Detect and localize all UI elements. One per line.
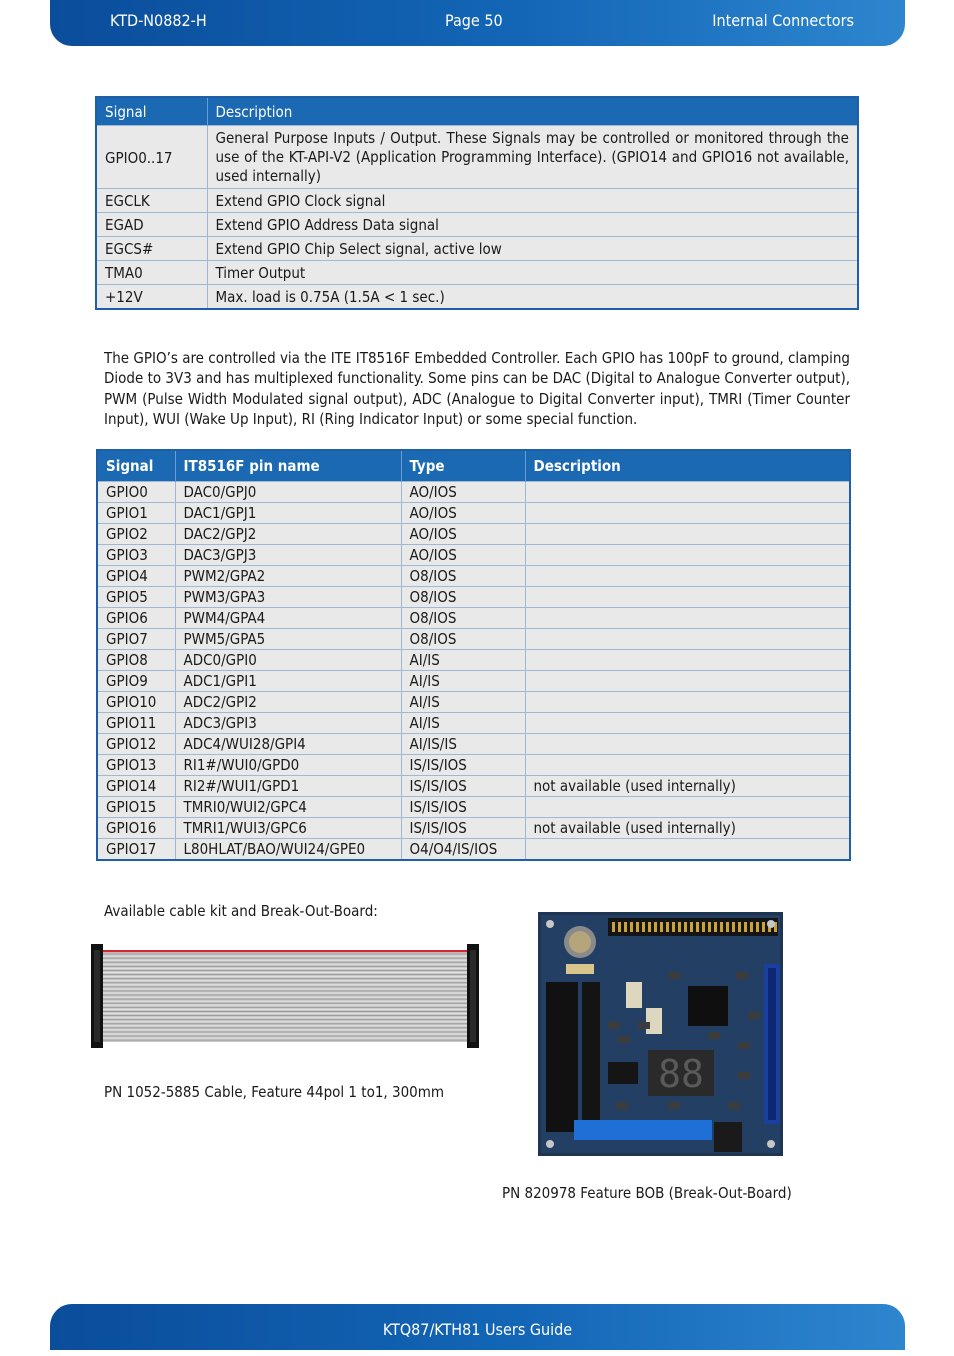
type-cell: IS/IS/IOS [401,776,525,797]
table-row [97,524,850,545]
pin-name-cell: TMRI1/WUI3/GPC6 [175,818,401,839]
section-title: Internal Connectors [712,11,854,30]
type-cell: AI/IS/IS [401,734,525,755]
type-cell: IS/IS/IOS [401,755,525,776]
type-cell: O8/IOS [401,608,525,629]
type-cell: AO/IOS [401,482,525,503]
type-cell: AI/IS [401,713,525,734]
page-footer [50,1304,905,1350]
type-cell: O8/IOS [401,587,525,608]
table-row [96,285,858,310]
table-row [96,126,858,189]
type-cell: O8/IOS [401,566,525,587]
type-cell: AI/IS [401,671,525,692]
break-out-board-image [538,912,783,1156]
description-cell [525,608,850,629]
pin-name-cell: RI2#/WUI1/GPD1 [175,776,401,797]
pin-name-cell: PWM5/GPA5 [175,629,401,650]
doc-id: KTD-N0882-H [110,11,207,30]
page-number: Page 50 [445,11,503,30]
column-header: IT8516F pin name [175,450,401,482]
svg-text:88: 88 [658,1052,704,1096]
signal-cell: GPIO8 [97,650,175,671]
table-row [96,237,858,261]
description-cell [525,839,850,861]
pin-name-cell: DAC2/GPJ2 [175,524,401,545]
description-cell [525,545,850,566]
table-header-row [96,97,858,126]
description-cell: not available (used internally) [525,818,850,839]
description-cell [525,503,850,524]
table-row [97,776,850,797]
table-row [97,797,850,818]
signal-cell: GPIO10 [97,692,175,713]
signal-cell: +12V [96,285,207,310]
description-cell [525,797,850,818]
gpio-paragraph: The GPIO’s are controlled via the ITE IT8516F Embedded Controller. Each GPIO has 100pF to ground, clamping Diode to 3V3 and has multiplexed functionality. Some pins can be DAC (Digital to Analogue Converter output), PWM (Pulse Width Modulated signal output), ADC (Analogue to Digital Converter input), TMRI (Timer Counter Input), WUI (Wake Up Input), RI (Ring Indicator Input) or some special function. [104,349,850,428]
description-cell [525,671,850,692]
description-cell [525,629,850,650]
table-row [97,692,850,713]
pin-name-cell: PWM4/GPA4 [175,608,401,629]
signal-description-table [95,96,859,310]
bob-caption: PN 820978 Feature BOB (Break-Out-Board) [502,1184,792,1202]
pin-name-cell: DAC0/GPJ0 [175,482,401,503]
table-row [97,839,850,861]
column-header: Signal [97,450,175,482]
signal-cell: GPIO1 [97,503,175,524]
description-cell: Extend GPIO Clock signal [207,189,858,213]
table-row [96,213,858,237]
type-cell: O8/IOS [401,629,525,650]
table-header-row [97,450,850,482]
type-cell: AO/IOS [401,524,525,545]
table-row [97,713,850,734]
pin-name-cell: RI1#/WUI0/GPD0 [175,755,401,776]
table-row [97,629,850,650]
pin-name-cell: TMRI0/WUI2/GPC4 [175,797,401,818]
pin-name-cell: DAC3/GPJ3 [175,545,401,566]
description-cell: General Purpose Inputs / Output. These Signals may be controlled or monitored through the use of the KT-API-V2 (Application Programming Interface). (GPIO14 and GPIO16 not available, used internally) [207,126,858,189]
description-cell [525,713,850,734]
footer-title: KTQ87/KTH81 Users Guide [382,1320,573,1339]
signal-cell: GPIO9 [97,671,175,692]
signal-cell: GPIO11 [97,713,175,734]
pin-name-cell: ADC4/WUI28/GPI4 [175,734,401,755]
signal-cell: GPIO12 [97,734,175,755]
description-cell [525,692,850,713]
table-row [96,189,858,213]
table-row [97,671,850,692]
gpio-pin-table [96,449,851,861]
description-cell: Extend GPIO Chip Select signal, active low [207,237,858,261]
column-header: Type [401,450,525,482]
signal-cell: EGCLK [96,189,207,213]
type-cell: AI/IS [401,650,525,671]
pin-name-cell: PWM2/GPA2 [175,566,401,587]
description-cell [525,755,850,776]
signal-cell: GPIO3 [97,545,175,566]
pin-name-cell: ADC0/GPI0 [175,650,401,671]
description-cell [525,524,850,545]
signal-cell: GPIO17 [97,839,175,861]
table-row [97,755,850,776]
table-row [97,482,850,503]
signal-cell: GPIO2 [97,524,175,545]
pin-name-cell: L80HLAT/BAO/WUI24/GPE0 [175,839,401,861]
description-cell: Max. load is 0.75A (1.5A < 1 sec.) [207,285,858,310]
description-cell [525,482,850,503]
page-header [50,0,905,46]
cable-kit-heading: Available cable kit and Break-Out-Board: [104,902,378,920]
type-cell: IS/IS/IOS [401,797,525,818]
description-cell: not available (used internally) [525,776,850,797]
signal-cell: GPIO13 [97,755,175,776]
signal-cell: EGCS# [96,237,207,261]
table-row [97,566,850,587]
signal-cell: GPIO15 [97,797,175,818]
signal-cell: GPIO16 [97,818,175,839]
type-cell: O4/O4/IS/IOS [401,839,525,861]
pin-name-cell: PWM3/GPA3 [175,587,401,608]
pin-name-cell: ADC3/GPI3 [175,713,401,734]
type-cell: AO/IOS [401,545,525,566]
table-row [97,545,850,566]
type-cell: AI/IS [401,692,525,713]
type-cell: IS/IS/IOS [401,818,525,839]
description-cell [525,587,850,608]
column-header: Signal [96,97,207,126]
type-cell: AO/IOS [401,503,525,524]
table-row [97,608,850,629]
description-cell [525,734,850,755]
description-cell: Timer Output [207,261,858,285]
table-row [97,818,850,839]
table-row [96,261,858,285]
signal-cell: GPIO14 [97,776,175,797]
signal-cell: GPIO0..17 [96,126,207,189]
description-cell [525,650,850,671]
signal-cell: GPIO4 [97,566,175,587]
column-header: Description [525,450,850,482]
description-cell: Extend GPIO Address Data signal [207,213,858,237]
pin-name-cell: ADC2/GPI2 [175,692,401,713]
ribbon-cable-image [91,944,479,1048]
table-row [97,734,850,755]
signal-cell: TMA0 [96,261,207,285]
signal-cell: GPIO6 [97,608,175,629]
signal-cell: GPIO7 [97,629,175,650]
signal-cell: GPIO0 [97,482,175,503]
signal-cell: EGAD [96,213,207,237]
table-row [97,587,850,608]
signal-cell: GPIO5 [97,587,175,608]
pin-name-cell: ADC1/GPI1 [175,671,401,692]
description-cell [525,566,850,587]
pin-name-cell: DAC1/GPJ1 [175,503,401,524]
table-row [97,650,850,671]
table-row [97,503,850,524]
cable-caption: PN 1052-5885 Cable, Feature 44pol 1 to1, 300mm [104,1083,445,1101]
column-header: Description [207,97,858,126]
